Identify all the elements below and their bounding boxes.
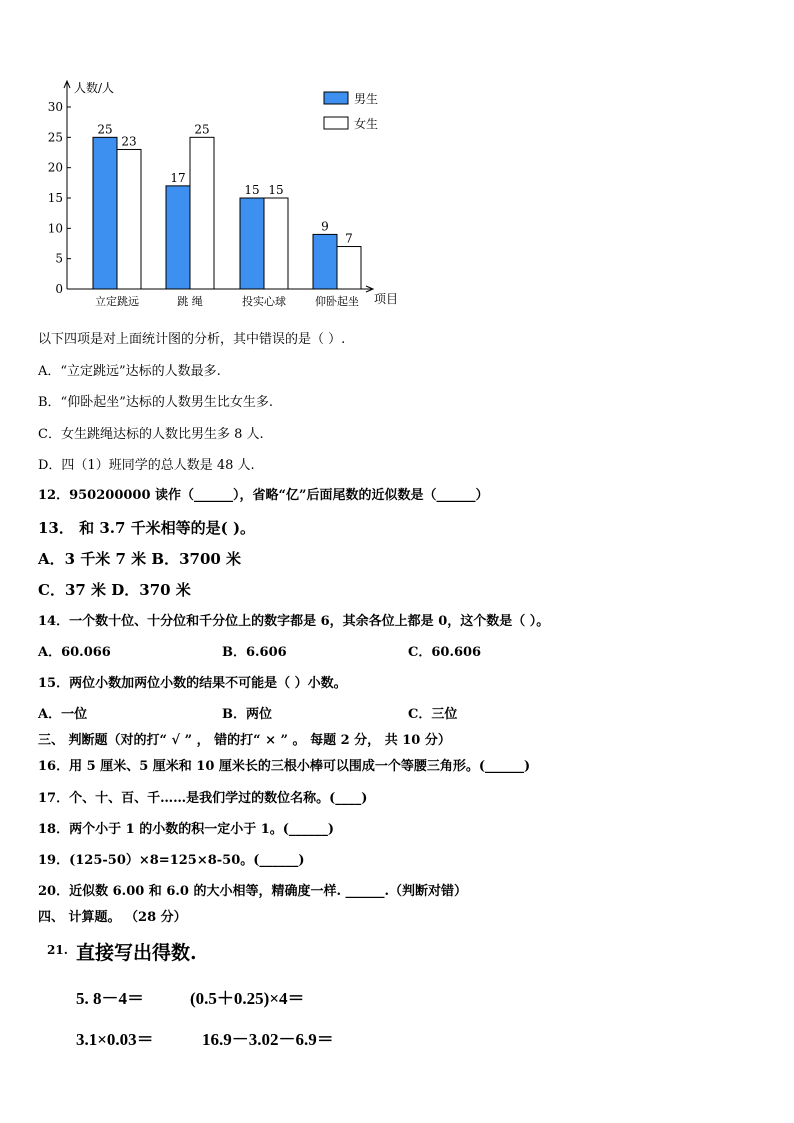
y-tick-label: 10 [47, 221, 63, 236]
q17-text: 17．个、十、百、千……是我们学过的数位名称。(____) [38, 791, 368, 806]
q21-title: 直接写出得数. [76, 942, 197, 964]
calc-expression-1: 5. 8－4＝ [76, 989, 144, 1008]
q14-option-a: A．60.066 [38, 645, 111, 660]
q14-option-b: B．6.606 [222, 645, 287, 660]
calc-expression-3: 3.1×0.03＝ [76, 1030, 154, 1049]
y-tick-label: 0 [55, 282, 63, 296]
q19-text: 19．(125-50）×8=125×8-50。(______) [38, 853, 305, 868]
section-4-heading: 四、 计算题。 （28 分） [38, 910, 187, 925]
q15-stem: 15．两位小数加两位小数的结果不可能是（ ）小数。 [38, 676, 347, 691]
legend [324, 91, 378, 131]
data-label: 15 [268, 183, 284, 197]
data-label: 25 [194, 122, 210, 137]
bars [93, 122, 361, 289]
data-label: 17 [170, 170, 186, 185]
y-tick-label: 25 [47, 130, 63, 145]
q14-option-c: C．60.606 [408, 645, 482, 660]
y-tick-label: 15 [47, 191, 63, 205]
bar-girls [264, 198, 288, 289]
q21-number: 21. [47, 943, 68, 957]
data-label: 7 [345, 231, 353, 246]
q11-option-b: B．“仰卧起坐”达标的人数男生比女生多. [38, 395, 273, 410]
q11-option-d: D．四（1）班同学的总人数是 48 人. [38, 458, 255, 473]
x-axis-label: 项目 [374, 292, 399, 306]
q13-stem: 13． 和 3.7 千米相等的是( )。 [38, 519, 256, 537]
legend-swatch-boys [324, 92, 348, 104]
legend-label-girls: 女生 [354, 117, 379, 131]
q11-option-a: A．“立定跳远”达标的人数最多. [38, 364, 221, 379]
q15-option-c: C．三位 [408, 707, 458, 722]
y-axis-label: 人数/人 [74, 81, 115, 95]
x-tick-label: 立定跳远 [95, 295, 139, 308]
x-tick-label: 仰卧起坐 [315, 295, 359, 308]
q13-options-ab: A．3 千米 7 米 B．3700 米 [38, 550, 242, 568]
bar-chart [40, 76, 420, 316]
q16-text: 16．用 5 厘米、5 厘米和 10 厘米长的三根小棒可以围成一个等腰三角形。(______) [38, 759, 531, 774]
q12-text: 12．950200000 读作（______），省略“亿”后面尾数的近似数是（______） [38, 488, 489, 503]
bar-girls [117, 149, 141, 289]
y-tick-label: 30 [47, 100, 63, 114]
legend-label-boys: 男生 [354, 92, 379, 106]
bar-girls [337, 247, 361, 289]
q11-option-c: C．女生跳绳达标的人数比男生多 8 人. [38, 427, 264, 442]
q14-stem: 14．一个数十位、十分位和千分位上的数字都是 6，其余各位上都是 0，这个数是（ ）。 [38, 614, 550, 629]
calc-expression-2: (0.5＋0.25)×4＝ [190, 989, 305, 1008]
q15-option-b: B．两位 [222, 707, 272, 722]
calc-expression-4: 16.9－3.02－6.9＝ [202, 1030, 334, 1049]
data-label: 25 [97, 122, 113, 137]
bar-boys [166, 186, 190, 289]
x-tick-label: 投实心球 [242, 295, 286, 308]
data-label: 15 [244, 183, 260, 197]
y-tick-label: 5 [55, 251, 63, 266]
legend-swatch-girls [324, 117, 348, 129]
q20-text: 20．近似数 6.00 和 6.0 的大小相等，精确度一样. ______.（判断对错） [38, 884, 468, 899]
q15-option-a: A．一位 [38, 707, 88, 722]
x-tick-label: 跳 绳 [177, 295, 203, 308]
x-tick-labels [95, 294, 359, 308]
q11-stem: 以下四项是对上面统计图的分析，其中错误的是（ ）. [38, 332, 346, 347]
y-tick-label: 20 [47, 160, 63, 175]
data-label: 23 [121, 134, 137, 149]
q18-text: 18．两个小于 1 的小数的积一定小于 1。(______) [38, 822, 335, 837]
bar-boys [313, 234, 337, 289]
q13-options-cd: C．37 米 D．370 米 [38, 581, 191, 599]
bar-boys [240, 198, 264, 289]
bar-boys [93, 137, 117, 289]
section-3-heading: 三、 判断题（对的打“ √ ” ， 错的打“ × ” 。 每题 2 分， 共 10 分） [38, 733, 451, 748]
bar-girls [190, 137, 214, 289]
data-label: 9 [321, 219, 329, 234]
y-ticks [48, 100, 71, 296]
